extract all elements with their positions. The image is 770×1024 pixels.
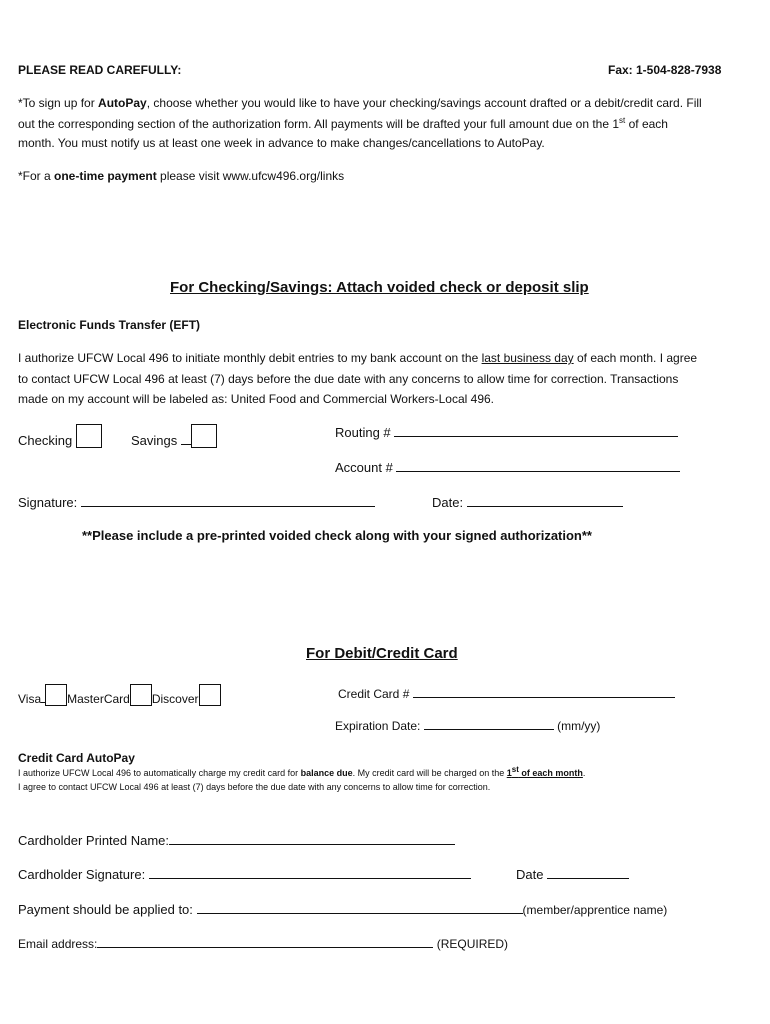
one-time-payment-note	[18, 166, 344, 186]
signature-field[interactable]	[18, 494, 375, 510]
account-line[interactable]	[396, 459, 680, 472]
cardholder-name-line[interactable]	[169, 832, 455, 845]
autopay-bold: AutoPay	[98, 96, 147, 110]
mastercard-checkbox[interactable]	[130, 684, 152, 706]
email-label: Email address:	[18, 937, 98, 951]
card-section-heading: For Debit/Credit Card	[306, 645, 458, 662]
expiration-format: (mm/yy)	[557, 719, 601, 733]
autopay-instructions-line-3: month. You must notify us at least one week in advance to make changes/cancellations to AutoPay.	[18, 136, 545, 150]
checking-checkbox[interactable]	[76, 424, 102, 448]
card-auth-end: .	[582, 768, 586, 778]
card-type-options	[18, 684, 221, 709]
email-line[interactable]	[97, 935, 433, 948]
card-number-label: Credit Card #	[338, 687, 410, 701]
cardholder-signature-field[interactable]	[18, 866, 471, 882]
payment-applied-label: Payment should be applied to:	[18, 902, 193, 917]
date-field[interactable]	[432, 494, 623, 510]
onetime-text-rest: please visit www.ufcw496.org/links	[156, 169, 345, 183]
first-sup: st	[511, 765, 519, 774]
card-auth-line-2: I agree to contact UFCW Local 496 at least (7) days before the due date with any concerns to allow time for correction.	[18, 782, 491, 792]
savings-label: Savings	[131, 433, 178, 448]
first-of-month	[506, 765, 583, 778]
cardholder-signature-line[interactable]	[149, 866, 471, 879]
autopay-text-pre: *To sign up for	[18, 96, 99, 110]
checking-section-heading: For Checking/Savings: Attach voided check or deposit slip	[170, 279, 589, 296]
autopay-instructions-line-2	[18, 114, 668, 134]
payment-applied-hint: (member/apprentice name)	[522, 903, 668, 917]
payment-applied-line[interactable]	[197, 901, 523, 914]
discover-label: Discover	[151, 692, 199, 706]
eft-line1-pre: I authorize UFCW Local 496 to initiate monthly debit entries to my bank account on the	[18, 351, 482, 365]
autopay-line2-text: out the corresponding section of the authorization form. All payments will be drafted your full amount due on the 1	[18, 117, 620, 131]
voided-check-note: **Please include a pre-printed voided check along with your signed authorization**	[82, 528, 592, 543]
last-business-day: last business day	[481, 351, 574, 365]
credit-card-autopay-title: Credit Card AutoPay	[18, 751, 135, 765]
expiration-line[interactable]	[424, 717, 554, 730]
cardholder-name-field[interactable]	[18, 832, 455, 848]
expiration-field[interactable]	[335, 716, 600, 736]
savings-checkbox[interactable]	[191, 424, 217, 448]
autopay-line2-end: of each	[625, 117, 668, 131]
eft-paragraph-line-3: made on my account will be labeled as: United Food and Commercial Workers-Local 496.	[18, 392, 495, 406]
routing-label: Routing #	[335, 425, 391, 440]
account-field[interactable]	[335, 459, 680, 475]
payment-applied-field[interactable]	[18, 901, 667, 917]
cardholder-date-label: Date	[516, 867, 544, 882]
eft-paragraph-line-1	[18, 348, 697, 368]
card-auth-pre: I authorize UFCW Local 496 to automatically charge my credit card for	[18, 768, 301, 778]
first-rest: of each month	[518, 768, 583, 778]
eft-paragraph-line-2: to contact UFCW Local 496 at least (7) days before the due date with any concerns to allow time for correction. Transactions	[18, 372, 679, 386]
onetime-bold: one-time payment	[54, 169, 157, 183]
first-num: 1	[506, 768, 512, 778]
visa-checkbox[interactable]	[45, 684, 67, 706]
autopay-line2-sup: st	[619, 116, 626, 125]
onetime-text-pre: *For a	[18, 169, 55, 183]
savings-underline-short	[181, 432, 191, 445]
routing-line[interactable]	[394, 424, 678, 437]
account-label: Account #	[335, 460, 393, 475]
fax-number: Fax: 1-504-828-7938	[608, 63, 722, 77]
card-auth-line-1	[18, 767, 585, 780]
expiration-label: Expiration Date:	[335, 719, 421, 733]
cardholder-signature-label: Cardholder Signature:	[18, 867, 146, 882]
email-field[interactable]	[18, 934, 508, 954]
visa-label: Visa	[18, 692, 42, 706]
email-required: (REQUIRED)	[436, 937, 509, 951]
autopay-text-rest: , choose whether you would like to have your checking/savings account drafted or a debit/credit card. Fill	[146, 96, 702, 110]
cardholder-name-label: Cardholder Printed Name:	[18, 833, 170, 848]
card-number-field[interactable]	[338, 684, 675, 704]
card-auth-mid: . My credit card will be charged on the	[352, 768, 507, 778]
checking-label: Checking	[18, 433, 73, 448]
date-label: Date:	[432, 495, 464, 510]
mastercard-label: MasterCard	[67, 692, 130, 706]
card-number-line[interactable]	[413, 685, 675, 698]
checking-option[interactable]	[18, 424, 102, 448]
signature-line[interactable]	[81, 494, 375, 507]
date-line[interactable]	[467, 494, 623, 507]
eft-line1-post: of each month. I agree	[573, 351, 698, 365]
savings-option[interactable]	[131, 424, 217, 448]
balance-due: balance due	[300, 768, 353, 778]
eft-title: Electronic Funds Transfer (EFT)	[18, 318, 201, 332]
cardholder-date-field[interactable]	[516, 866, 629, 882]
cardholder-date-line[interactable]	[547, 866, 629, 879]
routing-field[interactable]	[335, 424, 678, 440]
discover-checkbox[interactable]	[199, 684, 221, 706]
autopay-instructions-line-1	[18, 93, 702, 113]
signature-label: Signature:	[18, 495, 78, 510]
read-carefully-heading: PLEASE READ CAREFULLY:	[18, 63, 182, 77]
